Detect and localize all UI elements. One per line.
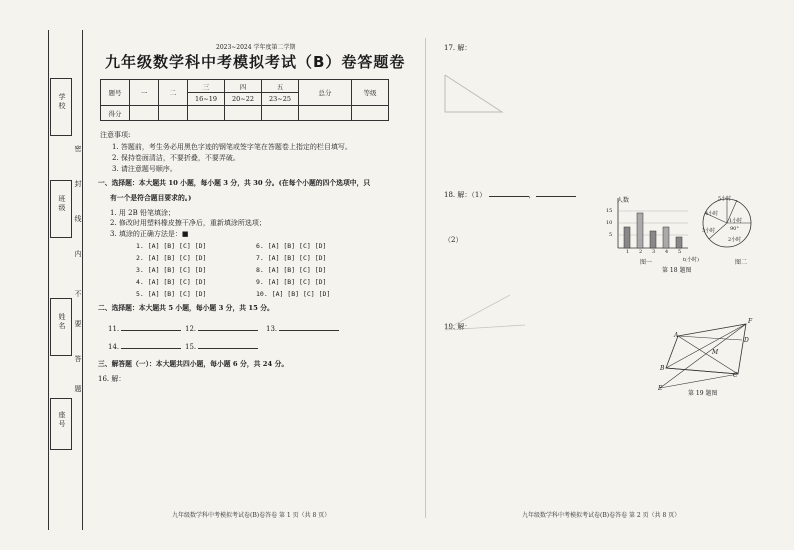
- answer-row-1[interactable]: 1. [A] [B] [C] [D]: [136, 242, 207, 250]
- q12-number: 12.: [185, 325, 197, 333]
- point-label: F: [748, 318, 753, 325]
- bar-ytick: 5: [609, 232, 613, 238]
- q15-number: 15.: [185, 343, 197, 351]
- q14-number: 14.: [108, 343, 120, 351]
- score-sub-cell: 20~22: [225, 93, 262, 106]
- pie-label: 1小时: [729, 218, 743, 224]
- q11-label: [108, 322, 181, 333]
- seal-char: 内: [74, 250, 82, 258]
- pie-label: 90°: [730, 226, 739, 232]
- pie-label: 5小时: [718, 196, 732, 202]
- fig18-right-label: 图二: [735, 259, 748, 266]
- name-label: 姓名: [58, 313, 66, 331]
- seal-char: 题: [74, 385, 82, 393]
- fill-instruction: 2. 修改时用塑料橡皮擦干净后，重新填涂所选项；: [110, 219, 266, 227]
- note-item: 1. 答题前，考生务必用黑色字迹的钢笔或签字笔在答题卷上指定的栏目填写。: [112, 143, 352, 151]
- fig18-left-label: 图一: [640, 259, 653, 266]
- answer-row-9[interactable]: 9. [A] [B] [C] [D]: [256, 278, 327, 286]
- seal-char: 不: [74, 290, 82, 298]
- score-entry[interactable]: [159, 106, 188, 121]
- q14-label: [108, 340, 181, 351]
- seat-box[interactable]: [50, 398, 72, 450]
- score-entry[interactable]: [352, 106, 389, 121]
- note-item: 3. 请注意题号顺序。: [112, 165, 177, 173]
- fig19-caption: 第 19 题图: [688, 390, 718, 397]
- score-entry[interactable]: [262, 106, 299, 121]
- fig19-geometry: [658, 318, 753, 398]
- school-label: 学校: [58, 93, 66, 111]
- q12-answer-blank[interactable]: [198, 322, 258, 331]
- score-label-cell: 得分: [101, 106, 130, 121]
- q19-faded-figure: [440, 285, 530, 340]
- note-item: 2. 保持卷面清洁，不要折叠，不要弄破。: [112, 154, 240, 162]
- seal-char: 线: [74, 215, 82, 223]
- school-box[interactable]: [50, 78, 72, 136]
- fill-instruction: 3. 填涂的正确方法是：■: [110, 230, 189, 238]
- bar-xlabel: t(小时): [683, 257, 699, 263]
- notes-heading: 注意事项:: [100, 131, 131, 139]
- bar-ylabel: 人数: [617, 197, 630, 204]
- school-year: 2023~2024 学年度第二学期: [216, 44, 296, 51]
- score-header-cell: 题号: [101, 80, 130, 106]
- q19-answer-area[interactable]: [444, 335, 644, 485]
- section1-heading: 一、选择题：本大题共 10 小题，每小题 3 分，共 30 分。(在每个小题的四个选项中，只: [98, 179, 371, 187]
- score-header-cell: 三: [188, 80, 225, 93]
- pie-label: 3小时: [702, 228, 716, 234]
- point-label: B: [660, 365, 665, 372]
- answer-row-10[interactable]: 10. [A] [B] [C] [D]: [256, 290, 331, 298]
- q15-answer-blank[interactable]: [198, 340, 258, 349]
- footer-left: 九年级数学科中考模拟考试卷(B)卷答卷 第 1 页（共 8 页）: [172, 512, 331, 519]
- answer-row-8[interactable]: 8. [A] [B] [C] [D]: [256, 266, 327, 274]
- score-entry[interactable]: [299, 106, 352, 121]
- score-header-cell: 四: [225, 80, 262, 93]
- section2-heading: 二、选择题：本大题共 5 小题，每小题 3 分，共 15 分。: [98, 304, 274, 312]
- score-entry[interactable]: [225, 106, 262, 121]
- point-label: D: [744, 337, 749, 344]
- seal-char: 要: [74, 320, 82, 328]
- bar-xtick: 4: [665, 249, 669, 255]
- bar-ytick: 10: [606, 220, 613, 226]
- score-table: [100, 79, 389, 121]
- bar-xtick: 5: [678, 249, 682, 255]
- bar-xtick: 2: [639, 249, 643, 255]
- fig18-pie-chart: [697, 193, 757, 253]
- bar-xtick: 3: [652, 249, 656, 255]
- section1-heading-cont: 有一个是符合题目要求的。): [110, 194, 192, 202]
- score-header-cell: 五: [262, 80, 299, 93]
- seal-char: 密: [74, 145, 82, 153]
- score-entry[interactable]: [188, 106, 225, 121]
- q11-answer-blank[interactable]: [121, 322, 181, 331]
- point-label: M: [712, 349, 719, 356]
- q16-label: 16. 解：: [98, 375, 126, 383]
- pie-label: 4小时: [705, 211, 719, 217]
- fill-instruction: 1. 用 2B 铅笔填涂；: [110, 209, 175, 217]
- q19-label: 19. 解：: [444, 323, 472, 331]
- seat-label: 座号: [58, 411, 66, 429]
- pie-label: 2小时: [728, 237, 742, 243]
- margin-line-outer: [48, 30, 49, 530]
- point-label: A: [674, 332, 679, 339]
- class-label: 班级: [58, 195, 66, 213]
- score-header-cell: 总分: [299, 80, 352, 106]
- answer-row-5[interactable]: 5. [A] [B] [C] [D]: [136, 290, 207, 298]
- q16-answer-area[interactable]: [100, 386, 430, 501]
- seal-char: 封: [74, 180, 82, 188]
- answer-row-6[interactable]: 6. [A] [B] [C] [D]: [256, 242, 327, 250]
- score-header-cell: 二: [159, 80, 188, 106]
- fig18-caption: 第 18 题图: [662, 267, 692, 274]
- seal-char: 答: [74, 355, 82, 363]
- score-sub-cell: 23~25: [262, 93, 299, 106]
- name-box[interactable]: [50, 298, 72, 356]
- q18-blank-1[interactable]: [489, 188, 529, 197]
- q13-number: 13.: [266, 325, 278, 333]
- bar-ytick: 15: [606, 208, 613, 214]
- q18-label: 18. 解：（1） ，: [444, 188, 576, 200]
- q12-label: [185, 322, 258, 333]
- class-box[interactable]: [50, 180, 72, 238]
- answer-row-7[interactable]: 7. [A] [B] [C] [D]: [256, 254, 327, 262]
- answer-row-3[interactable]: 3. [A] [B] [C] [D]: [136, 266, 207, 274]
- point-label: E: [658, 385, 663, 392]
- q11-number: 11.: [108, 325, 120, 333]
- answer-row-4[interactable]: 4. [A] [B] [C] [D]: [136, 278, 207, 286]
- point-label: C: [733, 372, 738, 379]
- bar-xtick: 1: [626, 249, 630, 255]
- q14-answer-blank[interactable]: [121, 340, 181, 349]
- q13-label: [266, 322, 339, 333]
- answer-row-2[interactable]: 2. [A] [B] [C] [D]: [136, 254, 207, 262]
- score-header-cell: 一: [130, 80, 159, 106]
- q18-blank-2[interactable]: [536, 188, 576, 197]
- q18-label-text: 18. 解：（1）: [444, 191, 487, 199]
- score-sub-cell: 16~19: [188, 93, 225, 106]
- section3-heading: 三、解答题（一）：本大题共四小题，每小题 6 分，共 24 分。: [98, 360, 289, 368]
- q15-label: [185, 340, 258, 351]
- margin-line-inner: [82, 30, 83, 530]
- q18-part2-label: （2）: [444, 236, 463, 244]
- score-entry[interactable]: [130, 106, 159, 121]
- page-divider: [425, 38, 426, 518]
- score-header-cell: 等级: [352, 80, 389, 106]
- page-title: 九年级数学科中考模拟考试（B）卷答题卷: [105, 53, 406, 71]
- footer-right: 九年级数学科中考模拟考试卷(B)卷答卷 第 2 页（共 8 页）: [522, 512, 681, 519]
- q17-label: 17. 解：: [444, 44, 472, 52]
- q17-answer-area[interactable]: [444, 55, 594, 175]
- q13-answer-blank[interactable]: [279, 322, 339, 331]
